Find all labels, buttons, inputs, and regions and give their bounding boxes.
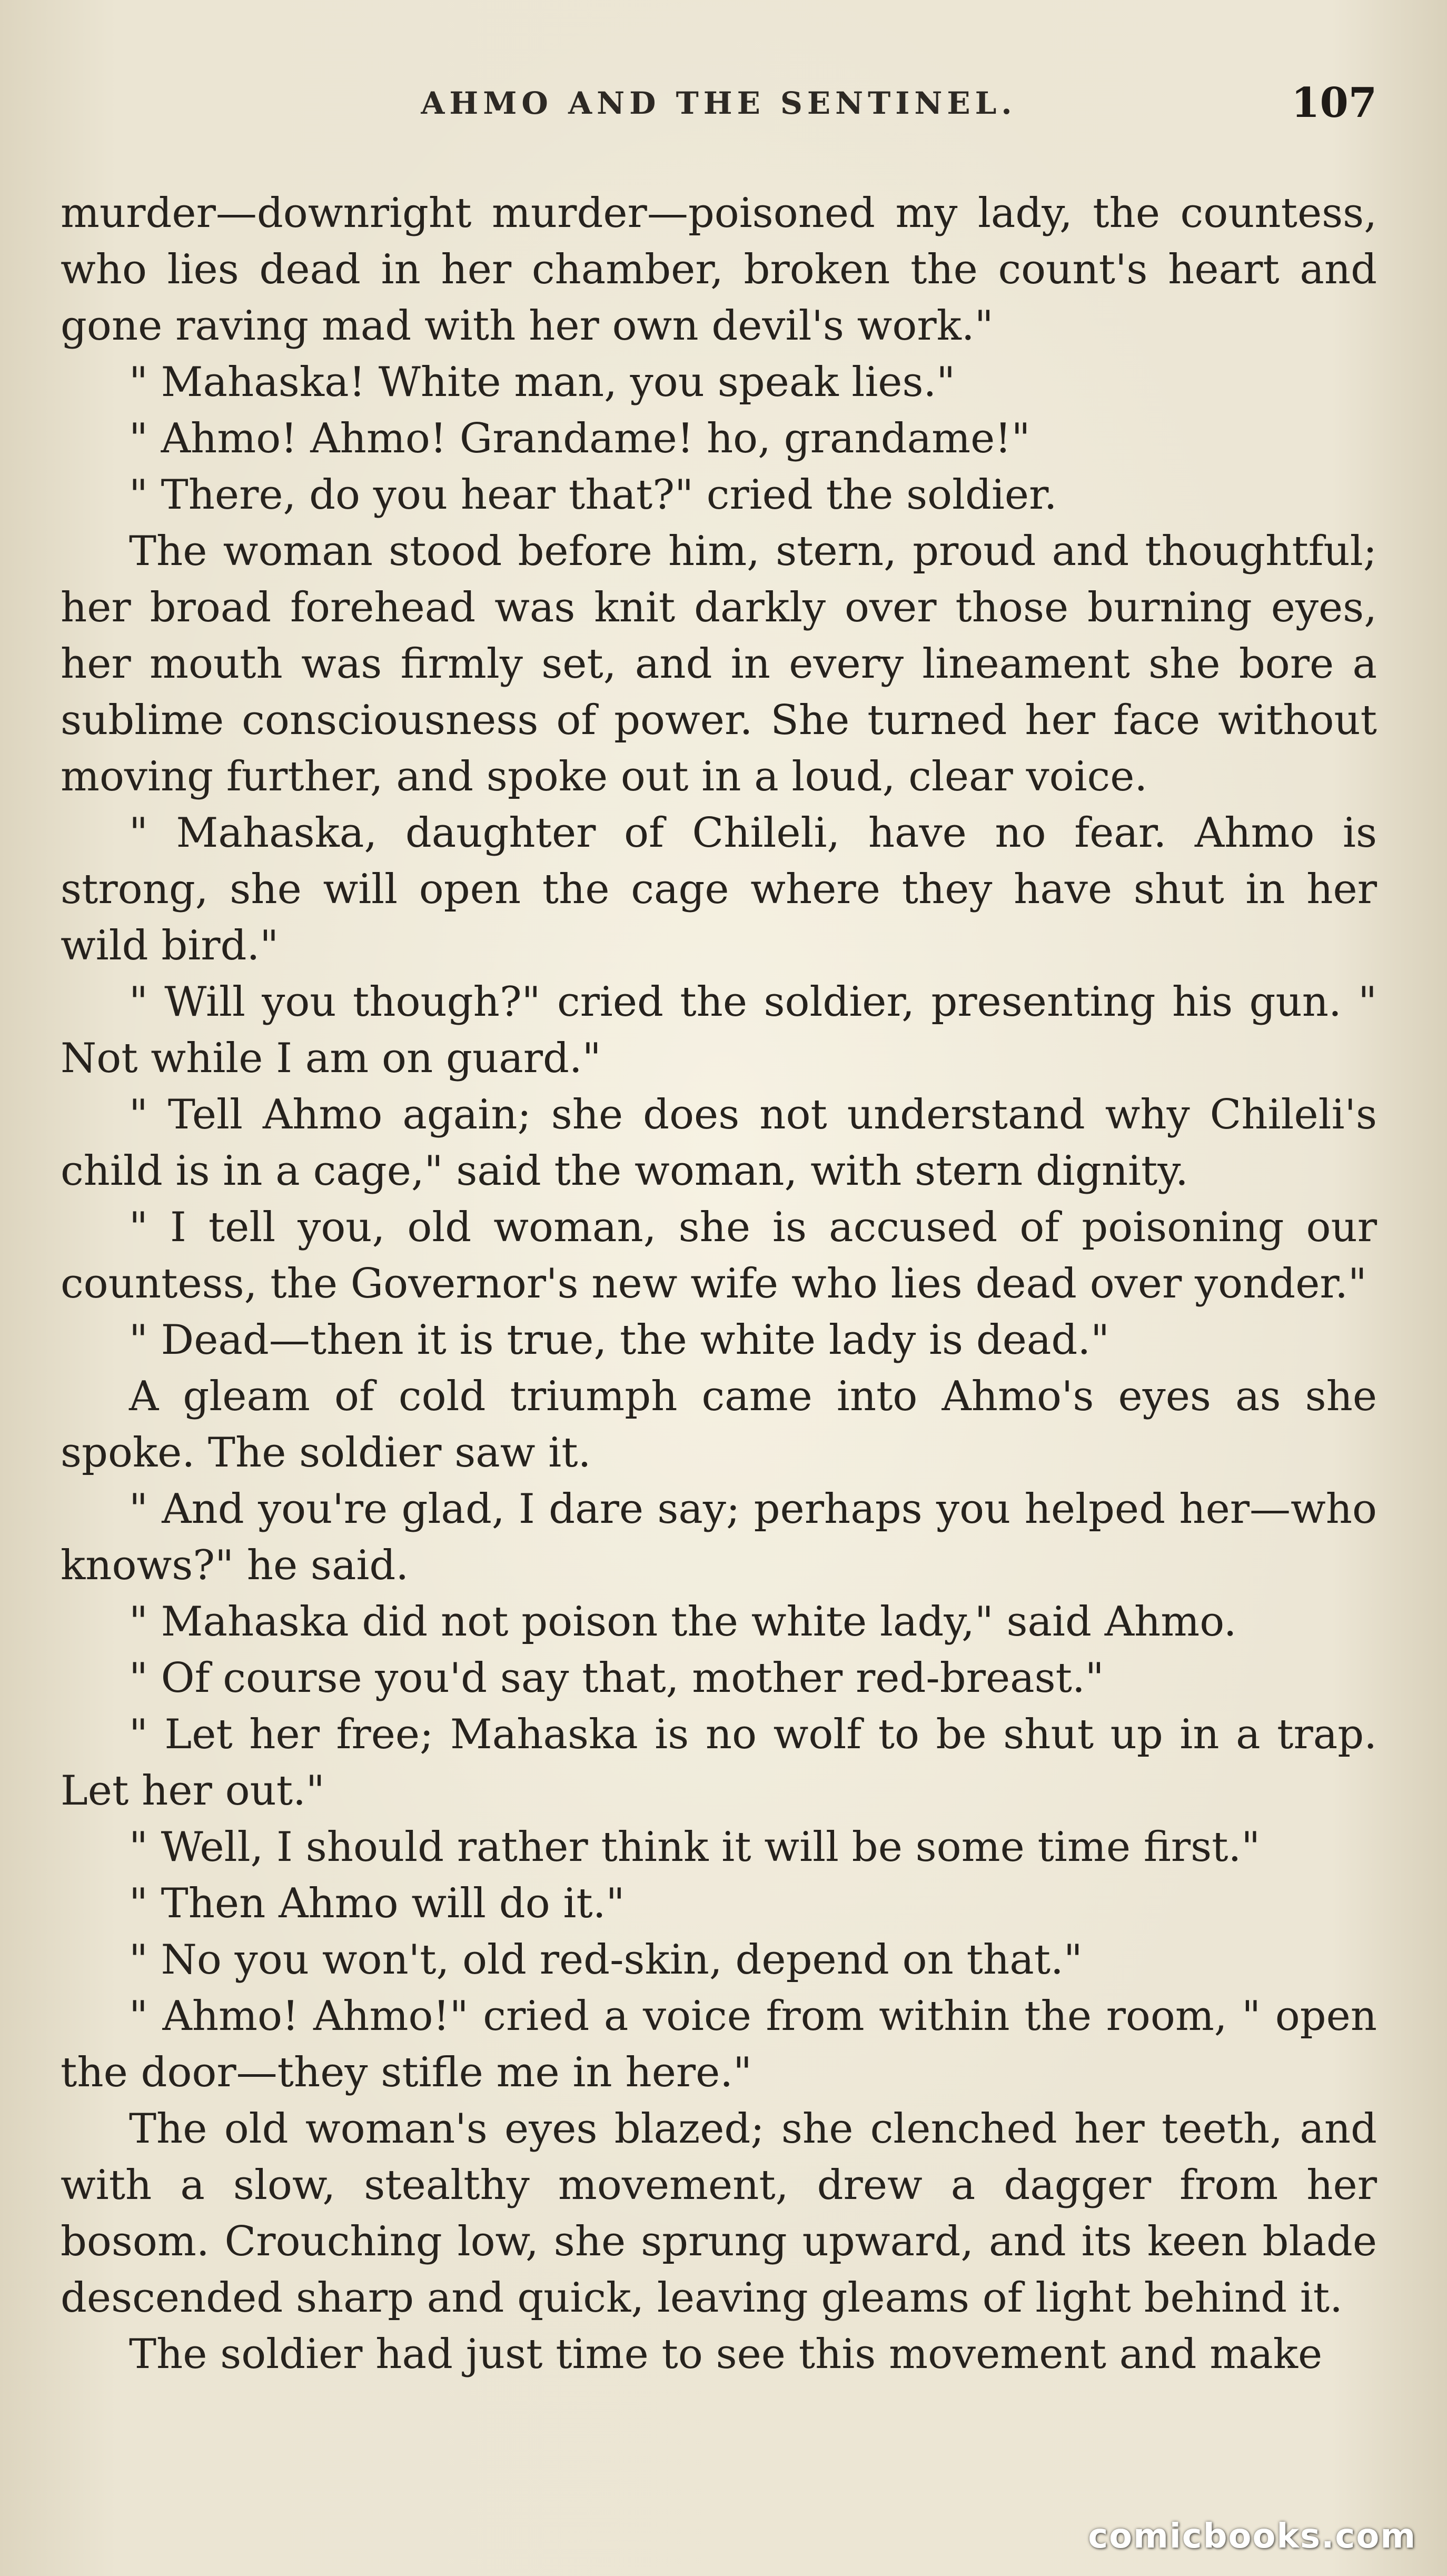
paragraph: " I tell you, old woman, she is accused of poisoning our countess, the Governor's new wife who lies dead over yonder." — [61, 1204, 1377, 1307]
paragraph: " Then Ahmo will do it." — [129, 1880, 625, 1927]
paragraph: " And you're glad, I dare say; perhaps you helped her—who knows?" he said. — [61, 1485, 1377, 1589]
page-number: 107 — [1291, 79, 1377, 127]
paragraph: " Let her free; Mahaska is no wolf to be shut up in a trap. Let her out." — [61, 1711, 1377, 1815]
paragraph: A gleam of cold triumph came into Ahmo's eyes as she spoke. The soldier saw it. — [61, 1373, 1377, 1477]
paragraph: The woman stood before him, stern, proud and thoughtful; her broad forehead was knit darkly over those burning eyes, her mouth was firmly set, and in every lineament she bore a sublime consciousness of power. She turned her face without moving further, and spoke out in a loud, clear voice. — [61, 528, 1377, 800]
paragraph: " There, do you hear that?" cried the soldier. — [129, 471, 1057, 519]
body-text — [61, 185, 1377, 2383]
paragraph: " Ahmo! Ahmo! Grandame! ho, grandame!" — [129, 415, 1030, 462]
paragraph: " Mahaska! White man, you speak lies." — [129, 359, 956, 406]
paragraph: " Well, I should rather think it will be some time first." — [129, 1824, 1261, 1871]
paragraph: " Mahaska did not poison the white lady," said Ahmo. — [129, 1598, 1237, 1646]
paragraph: " Mahaska, daughter of Chileli, have no fear. Ahmo is strong, she will open the cage where they have shut in her wild bird." — [61, 809, 1377, 969]
paragraph: " No you won't, old red-skin, depend on that." — [129, 1936, 1083, 1984]
paragraph: The soldier had just time to see this movement and make — [129, 2331, 1323, 2378]
paragraph: " Tell Ahmo again; she does not understand why Chileli's child is in a cage," said the woman, with stern dignity. — [61, 1091, 1377, 1195]
watermark: comicbooks.com — [1088, 2517, 1416, 2556]
paragraph: " Ahmo! Ahmo!" cried a voice from within the room, " open the door—they stifle me in here." — [61, 1993, 1377, 2096]
running-head: AHMO AND THE SENTINEL. — [421, 85, 1017, 121]
paragraph: The old woman's eyes blazed; she clenched her teeth, and with a slow, stealthy movement, drew a dagger from her bosom. Crouching low, she sprung upward, and its keen blade descended sharp and quick, leaving gleams of light behind it. — [61, 2105, 1377, 2322]
paragraph: murder—downright murder—poisoned my lady, the countess, who lies dead in her chamber, broken the count's heart and gone raving mad with her own devil's work." — [61, 190, 1377, 350]
page-header — [61, 79, 1377, 142]
paragraph: " Dead—then it is true, the white lady is dead." — [129, 1316, 1110, 1364]
paragraph: " Of course you'd say that, mother red-breast." — [129, 1654, 1104, 1702]
paragraph: " Will you though?" cried the soldier, presenting his gun. " Not while I am on guard." — [61, 978, 1377, 1082]
